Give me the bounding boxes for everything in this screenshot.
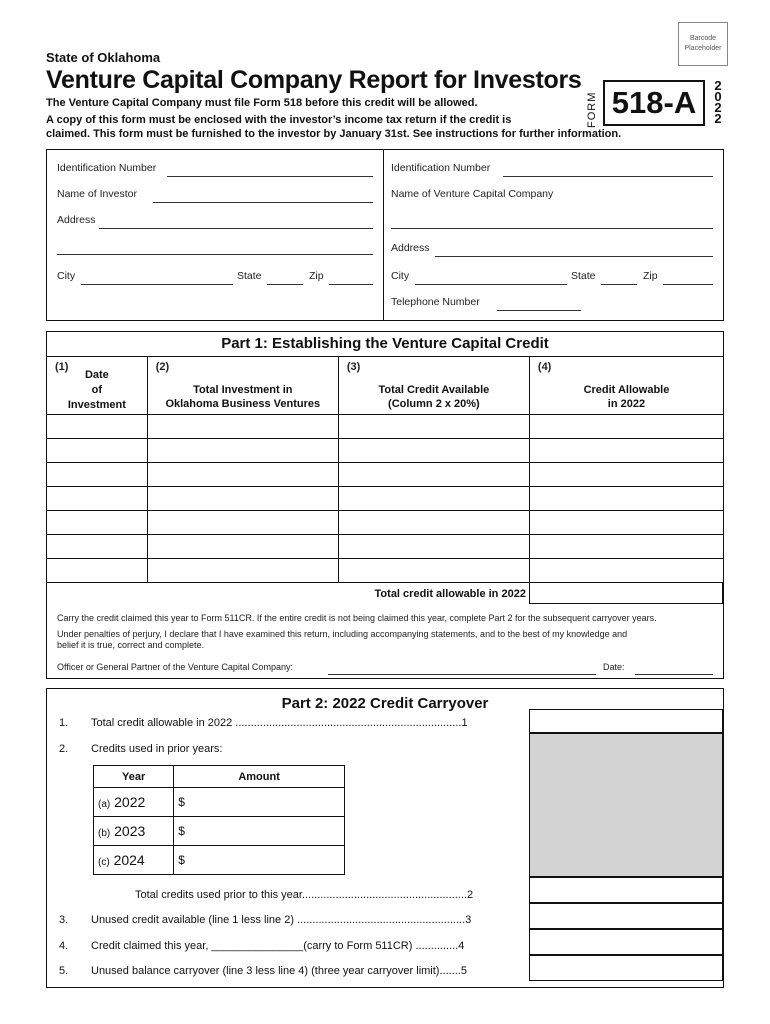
table-row — [47, 463, 724, 487]
year-cell — [94, 817, 174, 846]
col3-label-2: (Column 2 x 20%) — [388, 397, 480, 410]
col2-label-1: Total Investment in — [193, 383, 293, 396]
date-cell[interactable] — [47, 559, 148, 583]
investor-address-label: Address — [57, 214, 96, 226]
line2-number: 2. — [59, 743, 69, 755]
total-credit-label — [47, 583, 529, 605]
credit-allowable-cell[interactable] — [529, 535, 723, 559]
investor-address-field-2[interactable] — [57, 254, 373, 255]
col2-label-2: Oklahoma Business Ventures — [165, 397, 321, 410]
col1-label-1: Date — [84, 369, 109, 381]
amount-header: Amount — [174, 766, 345, 788]
date-label: Date: — [603, 662, 625, 672]
instruction-line-3: claimed. This form must be furnished to the investor by January 31st. See instructions for further information. — [46, 128, 622, 140]
credit-available-cell[interactable] — [338, 535, 529, 559]
carryover-note: Carry the credit claimed this year to Form 511CR. If the entire credit is not being claimed this year, complete Part 2 for the subsequent carryover years. — [57, 613, 657, 623]
amount-cell[interactable] — [174, 817, 345, 846]
perjury-statement-2: belief it is true, correct and complete. — [57, 640, 205, 650]
line2-field[interactable] — [529, 877, 723, 903]
investor-name-field[interactable] — [153, 202, 373, 203]
investment-cell[interactable] — [147, 511, 338, 535]
credit-available-cell[interactable] — [338, 415, 529, 439]
table-row — [47, 439, 724, 463]
table-row — [47, 559, 724, 583]
amount-cell[interactable] — [174, 788, 345, 817]
shaded-area — [529, 733, 723, 877]
form-year — [712, 80, 724, 124]
investor-address-field[interactable] — [99, 228, 373, 229]
year-cell — [94, 846, 174, 875]
line5-number: 5. — [59, 965, 69, 977]
perjury-statement-1: Under penalties of perjury, I declare that I have examined this return, including accompanying statements, and to the best of my knowledge and — [57, 629, 628, 639]
year-digit: 2 — [714, 100, 722, 115]
table-row — [47, 415, 724, 439]
year-value: 2023 — [114, 823, 146, 839]
line3-number: 3. — [59, 914, 69, 926]
year-cell — [94, 788, 174, 817]
table-row — [94, 817, 345, 846]
line3-field[interactable] — [529, 903, 723, 929]
table-row — [47, 487, 724, 511]
credit-available-cell[interactable] — [338, 559, 529, 583]
form-number: 518-A — [603, 80, 705, 126]
line5-text: Unused balance carryover (line 3 less line 4) (three year carryover limit).......5 — [91, 965, 467, 977]
part2-section — [46, 688, 724, 988]
amount-cell[interactable] — [174, 846, 345, 875]
table-row — [94, 788, 345, 817]
year-digit: 2 — [714, 111, 722, 126]
barcode-label-2: Placeholder — [684, 45, 722, 52]
vcc-id-field[interactable] — [503, 176, 713, 177]
form-title: Venture Capital Company Report for Investors — [46, 66, 582, 94]
credit-allowable-cell[interactable] — [529, 463, 723, 487]
vcc-telephone-field[interactable] — [497, 310, 581, 311]
line4-text: Credit claimed this year, _______________(carry to Form 511CR) ..............4 — [91, 940, 465, 952]
investment-cell[interactable] — [147, 415, 338, 439]
table-row — [94, 846, 345, 875]
vcc-name-field[interactable] — [391, 228, 713, 229]
date-cell[interactable] — [47, 511, 148, 535]
investment-cell[interactable] — [147, 487, 338, 511]
col3-header — [338, 357, 529, 415]
row-letter: (a) — [98, 799, 111, 810]
col2-header — [147, 357, 338, 415]
state-name: State of Oklahoma — [46, 50, 161, 65]
date-cell[interactable] — [47, 415, 148, 439]
part1-table — [46, 356, 724, 583]
part1-title: Part 1: Establishing the Venture Capital Credit — [221, 335, 549, 352]
col3-label-1: Total Credit Available — [378, 383, 490, 396]
vcc-zip-label: Zip — [643, 270, 658, 282]
investor-state-label: State — [237, 270, 262, 282]
date-cell[interactable] — [47, 535, 148, 559]
officer-signature-field[interactable] — [328, 674, 596, 675]
credit-allowable-cell[interactable] — [529, 511, 723, 535]
investment-cell[interactable] — [147, 535, 338, 559]
year-digit: 0 — [714, 89, 722, 104]
barcode-label-1: Barcode — [689, 35, 717, 42]
investment-cell[interactable] — [147, 463, 338, 487]
credit-allowable-cell[interactable] — [529, 559, 723, 583]
vcc-city-label: City — [391, 270, 410, 282]
col1-label-2: of — [91, 384, 103, 396]
year-header: Year — [94, 766, 174, 788]
line1-field[interactable] — [529, 709, 723, 733]
row-letter: (c) — [98, 857, 110, 868]
col2-num: (2) — [155, 361, 170, 373]
barcode-placeholder — [678, 22, 728, 66]
signature-date-field[interactable] — [635, 674, 713, 675]
form-word: FORM — [586, 91, 598, 128]
investment-cell[interactable] — [147, 439, 338, 463]
line3-text: Unused credit available (line 1 less line 2) .......................................................3 — [91, 914, 472, 926]
investor-zip-field[interactable] — [329, 284, 373, 285]
col1-header — [47, 357, 148, 415]
part1-section — [46, 331, 724, 679]
credit-available-cell[interactable] — [338, 487, 529, 511]
investor-city-field[interactable] — [81, 284, 233, 285]
year-value: 2024 — [113, 852, 145, 868]
investment-cell[interactable] — [147, 559, 338, 583]
dollar-sign: $ — [178, 824, 185, 838]
total-credit-field[interactable] — [529, 582, 723, 604]
line1-text: Total credit allowable in 2022 ..........................................................................1 — [91, 717, 468, 729]
investor-name-label: Name of Investor — [57, 188, 137, 200]
line4-field[interactable] — [529, 929, 723, 955]
date-cell[interactable] — [47, 487, 148, 511]
officer-label: Officer or General Partner of the Venture Capital Company: — [57, 662, 293, 672]
table-row — [47, 511, 724, 535]
vcc-address-field[interactable] — [435, 256, 713, 257]
col3-num: (3) — [346, 361, 361, 373]
vcc-state-label: State — [571, 270, 596, 282]
instruction-line-1: The Venture Capital Company must file Form 518 before this credit will be allowed. — [46, 97, 478, 109]
vcc-telephone-label: Telephone Number — [391, 296, 480, 308]
col4-num: (4) — [537, 361, 552, 373]
vcc-zip-field[interactable] — [663, 284, 713, 285]
line1-number: 1. — [59, 717, 69, 729]
column-divider — [383, 150, 384, 320]
instruction-line-2: A copy of this form must be enclosed with the investor’s income tax return if the credit is — [46, 114, 512, 126]
investor-city-label: City — [57, 270, 76, 282]
total-credit-text: Total credit allowable in 2022 — [374, 588, 526, 600]
vcc-address-label: Address — [391, 242, 430, 254]
line5-field[interactable] — [529, 955, 723, 981]
dollar-sign: $ — [178, 853, 185, 867]
date-cell[interactable] — [47, 439, 148, 463]
credit-allowable-cell[interactable] — [529, 439, 723, 463]
col1-label-3: Investment — [67, 399, 126, 411]
part2-title: Part 2: 2022 Credit Carryover — [281, 695, 489, 712]
line4-number: 4. — [59, 940, 69, 952]
vcc-city-field[interactable] — [415, 284, 567, 285]
credit-allowable-cell[interactable] — [529, 415, 723, 439]
vcc-id-label: Identification Number — [391, 162, 491, 174]
investor-zip-label: Zip — [309, 270, 324, 282]
total-prior-text: Total credits used prior to this year......................................................2 — [135, 889, 474, 901]
col1-num: (1) — [55, 361, 69, 373]
credit-available-cell[interactable] — [338, 511, 529, 535]
investor-id-field[interactable] — [167, 176, 373, 177]
investor-id-label: Identification Number — [57, 162, 157, 174]
col4-label-2: in 2022 — [607, 397, 646, 410]
credit-available-cell[interactable] — [338, 439, 529, 463]
credit-available-cell[interactable] — [338, 463, 529, 487]
vcc-name-label: Name of Venture Capital Company — [391, 188, 554, 200]
year-digit: 2 — [714, 78, 722, 93]
col4-header — [529, 357, 723, 415]
line2-text: Credits used in prior years: — [91, 743, 223, 755]
year-value: 2022 — [114, 794, 146, 810]
col4-label-1: Credit Allowable — [583, 383, 670, 396]
date-cell[interactable] — [47, 463, 148, 487]
investor-state-field[interactable] — [267, 284, 303, 285]
identification-section — [46, 149, 724, 321]
table-row — [47, 535, 724, 559]
vcc-state-field[interactable] — [601, 284, 637, 285]
dollar-sign: $ — [178, 795, 185, 809]
row-letter: (b) — [98, 828, 111, 839]
credit-allowable-cell[interactable] — [529, 487, 723, 511]
prior-years-table — [93, 765, 345, 875]
